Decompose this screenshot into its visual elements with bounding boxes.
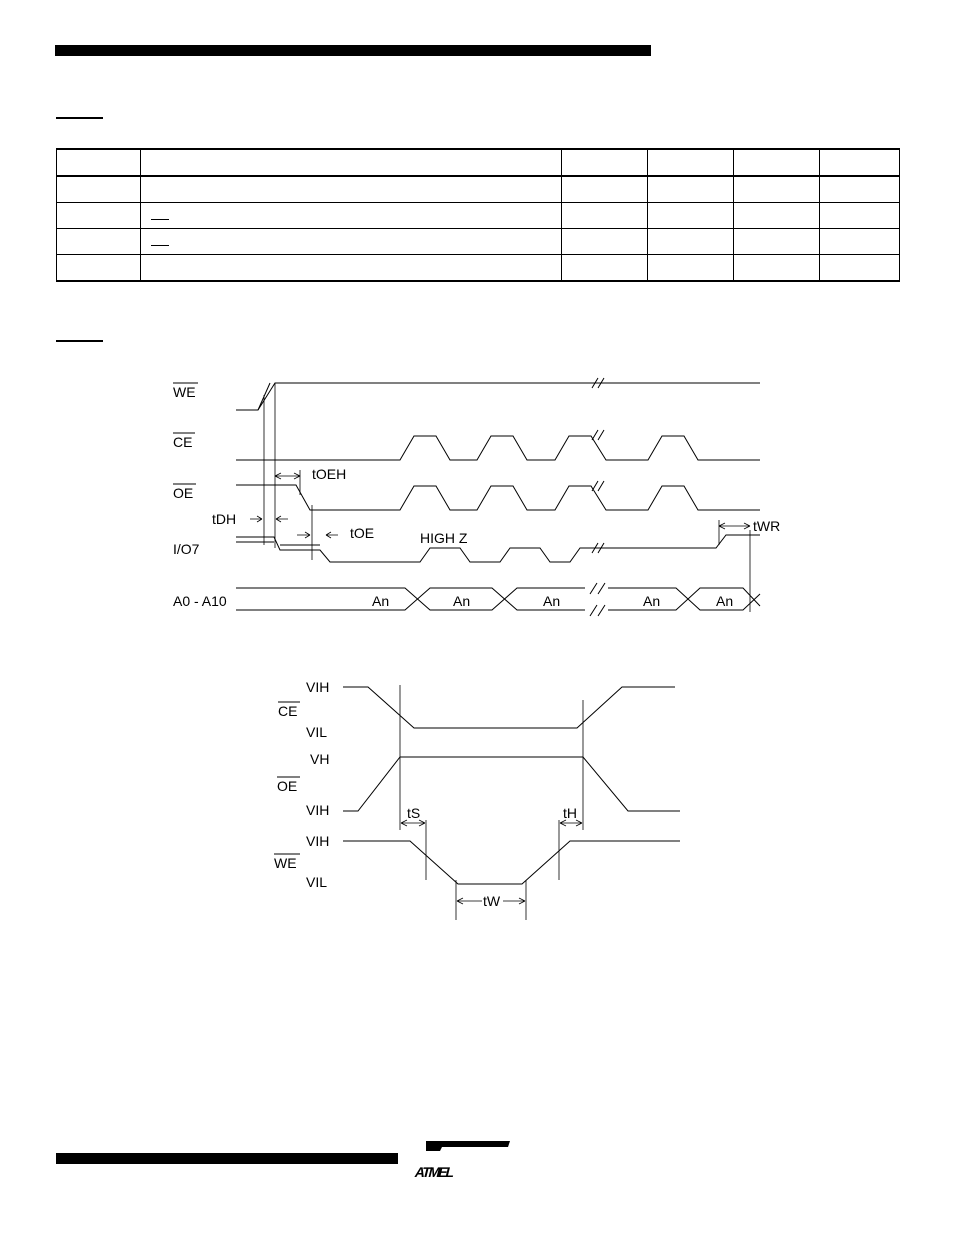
we2-label: WE bbox=[274, 855, 297, 871]
we-vih-label: VIH bbox=[306, 833, 330, 849]
ce-level-waveform bbox=[343, 687, 675, 728]
polling-timing-diagram bbox=[173, 378, 780, 616]
tdh-label: tDH bbox=[212, 511, 237, 527]
address-an-3: An bbox=[543, 593, 561, 609]
we-label: WE bbox=[173, 384, 196, 400]
io7-label: I/O7 bbox=[173, 541, 200, 557]
address-waveform bbox=[236, 588, 760, 610]
toe-label: tOE bbox=[350, 525, 375, 541]
toeh-label: tOEH bbox=[312, 466, 347, 482]
ts-label: tS bbox=[407, 805, 421, 821]
atmel-logo-icon bbox=[412, 1137, 514, 1183]
high-z-label: HIGH Z bbox=[420, 530, 468, 546]
ce2-label: CE bbox=[278, 703, 298, 719]
tw-label: tW bbox=[483, 893, 501, 909]
oe-vih-label: VIH bbox=[306, 802, 330, 818]
address-an-1: An bbox=[372, 593, 390, 609]
ce-label: CE bbox=[173, 434, 193, 450]
oe2-label: OE bbox=[277, 778, 298, 794]
ce-vil-label: VIL bbox=[306, 724, 328, 740]
erase-timing-diagram bbox=[274, 679, 680, 920]
atmel-logo-text: ATMEL bbox=[413, 1165, 455, 1181]
address-break-mark bbox=[590, 583, 605, 616]
oe-waveform bbox=[236, 485, 760, 510]
twr-arrow bbox=[719, 523, 750, 529]
oe-break-mark bbox=[592, 481, 604, 491]
address-an-5: An bbox=[716, 593, 734, 609]
oe-vh-label: VH bbox=[310, 751, 330, 767]
footer-bar bbox=[56, 1153, 398, 1164]
address-an-4: An bbox=[643, 593, 661, 609]
toe-arrow bbox=[297, 532, 338, 538]
toeh-arrow bbox=[275, 473, 300, 479]
address-label: A0 - A10 bbox=[173, 593, 227, 609]
oe-label: OE bbox=[173, 485, 194, 501]
oe-level-waveform bbox=[343, 757, 680, 811]
ce-vih-label: VIH bbox=[306, 679, 330, 695]
we-vil-label: VIL bbox=[306, 874, 328, 890]
we-level-waveform bbox=[343, 841, 680, 884]
io7-waveform bbox=[236, 535, 760, 562]
ce-waveform bbox=[236, 436, 760, 460]
tdh-arrow bbox=[250, 516, 288, 522]
twr-label: tWR bbox=[753, 518, 781, 534]
th-label: tH bbox=[563, 805, 577, 821]
we-waveform bbox=[236, 383, 760, 410]
address-an-2: An bbox=[453, 593, 471, 609]
ce-break-mark bbox=[592, 430, 604, 440]
